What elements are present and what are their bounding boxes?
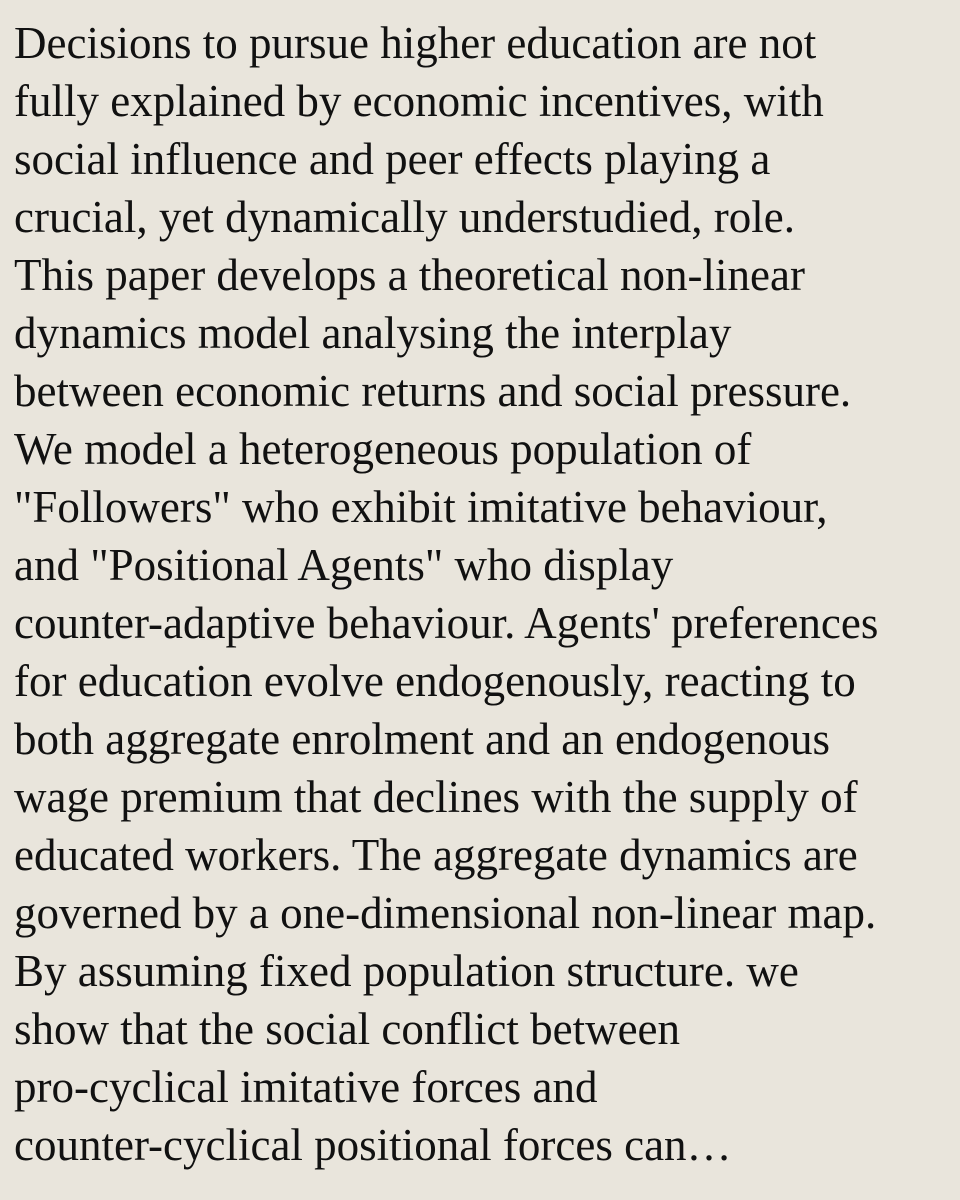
abstract-line: counter-adaptive behaviour. Agents' preferences — [14, 598, 879, 648]
abstract-line: social influence and peer effects playing a — [14, 134, 771, 184]
abstract-line: educated workers. The aggregate dynamics are — [14, 830, 858, 880]
abstract-line: counter-cyclical positional forces can… — [14, 1120, 732, 1170]
abstract-line: "Followers" who exhibit imitative behaviour, — [14, 482, 828, 532]
abstract-line: We model a heterogeneous population of — [14, 424, 752, 474]
abstract-line: between economic returns and social pressure. — [14, 366, 852, 416]
abstract-line: crucial, yet dynamically understudied, role. — [14, 192, 795, 242]
abstract-line: This paper develops a theoretical non-linear — [14, 250, 805, 300]
abstract-line: both aggregate enrolment and an endogenous — [14, 714, 830, 764]
abstract-line: governed by a one-dimensional non-linear map. — [14, 888, 877, 938]
abstract-line: Decisions to pursue higher education are not — [14, 18, 817, 68]
abstract-line: fully explained by economic incentives, with — [14, 76, 824, 126]
abstract-line: dynamics model analysing the interplay — [14, 308, 732, 358]
abstract-line: By assuming fixed population structure. we — [14, 946, 799, 996]
abstract-line: wage premium that declines with the supply of — [14, 772, 858, 822]
abstract-text — [14, 14, 948, 1174]
abstract-line: show that the social conflict between — [14, 1004, 681, 1054]
abstract-line: for education evolve endogenously, reacting to — [14, 656, 856, 706]
abstract-line: pro-cyclical imitative forces and — [14, 1062, 598, 1112]
abstract-line: and "Positional Agents" who display — [14, 540, 674, 590]
